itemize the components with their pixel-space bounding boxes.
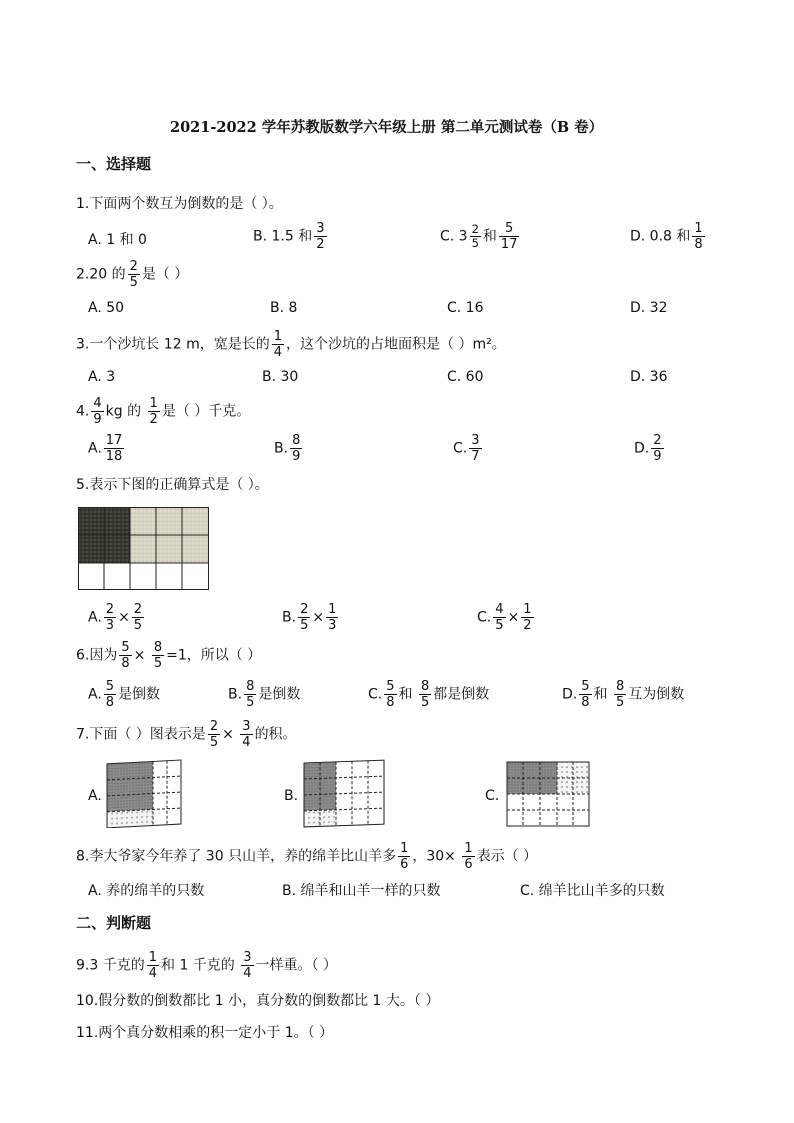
section-heading-choice: 一、选择题 — [76, 155, 152, 173]
q1-option-b: B. 1.5 和 $\frac{3}{2}$ — [253, 221, 325, 252]
q7-figure-c — [505, 760, 591, 830]
q5-option-b: B. $\frac{2}{5}$ × $\frac{1}{3}$ — [282, 602, 337, 633]
q5-grid-figure — [78, 507, 210, 591]
q7-label-c: C. — [485, 788, 500, 804]
q6-option-d: D. $\frac{5}{8}$ 和 $\frac{8}{5}$ 互为倒数 — [562, 679, 685, 710]
q7-label-a: A. — [88, 788, 102, 804]
page-title: 2021-2022 学年苏教版数学六年级上册 第二单元测试卷（B 卷） — [170, 119, 604, 136]
q4-option-d: D. $\frac{2}{9}$ — [634, 433, 662, 464]
q8-option-a: A. 养的绵羊的只数 — [88, 883, 205, 899]
q7-figure-a — [105, 758, 185, 828]
question-9-stem: 9.3 千克的 $\frac{1}{4}$ 和 1 千克的 $\frac{3}{4}$ 一样重。（ ） — [76, 950, 337, 981]
q5-option-a: A. $\frac{2}{3}$ × $\frac{2}{5}$ — [88, 602, 143, 633]
question-7-stem: 7.下面（ ）图表示是 $\frac{2}{5}$ × $\frac{3}{4}$ 的积。 — [76, 719, 297, 750]
q1-option-a: A. 1 和 0 — [88, 232, 147, 248]
q7-figure-b — [302, 758, 388, 828]
q2-option-c: C. 16 — [447, 300, 484, 316]
q1-option-c: C. 3 $\frac{2}{5}$ 和 $\frac{5}{17}$ — [440, 221, 518, 252]
question-8-stem: 8.李大爷家今年养了 30 只山羊，养的绵羊比山羊多 $\frac{1}{6}$ ，30× $\frac{1}{6}$ 表示（ ） — [76, 841, 538, 872]
question-11-stem: 11.两个真分数相乘的积一定小于 1。（ ） — [76, 1025, 334, 1041]
q3-option-d: D. 36 — [630, 369, 668, 385]
q8-option-b: B. 绵羊和山羊一样的只数 — [282, 883, 441, 899]
q3-option-c: C. 60 — [447, 369, 484, 385]
question-3-stem: 3.一个沙坑长 12 m，宽是长的 $\frac{1}{4}$ ，这个沙坑的占地面积是（ ）m²。 — [76, 329, 506, 360]
q6-option-a: A. $\frac{5}{8}$ 是倒数 — [88, 679, 161, 710]
question-1-stem: 1.下面两个数互为倒数的是（ ）。 — [76, 196, 283, 212]
question-4-stem: 4. $\frac{4}{9}$ kg 的 $\frac{1}{2}$ 是（ ）千克。 — [76, 396, 251, 427]
q2-option-b: B. 8 — [270, 300, 298, 316]
section-heading-judgement: 二、判断题 — [76, 914, 152, 932]
q7-label-b: B. — [284, 788, 299, 804]
question-6-stem: 6.因为 $\frac{5}{8}$ × $\frac{8}{5}$ =1，所以（ ） — [76, 640, 262, 671]
q3-option-a: A. 3 — [88, 369, 116, 385]
q2-option-d: D. 32 — [630, 300, 668, 316]
q6-option-b: B. $\frac{8}{5}$ 是倒数 — [228, 679, 301, 710]
q2-option-a: A. 50 — [88, 300, 125, 316]
question-5-stem: 5.表示下图的正确算式是（ ）。 — [76, 477, 269, 493]
q5-option-c: C. $\frac{4}{5}$ × $\frac{1}{2}$ — [477, 602, 532, 633]
question-10-stem: 10.假分数的倒数都比 1 小，真分数的倒数都比 1 大。（ ） — [76, 993, 440, 1009]
q1-option-d: D. 0.8 和 $\frac{1}{8}$ — [630, 221, 703, 252]
q4-option-a: A. $\frac{17}{18}$ — [88, 433, 123, 464]
q4-option-c: C. $\frac{3}{7}$ — [453, 433, 480, 464]
q4-option-b: B. $\frac{8}{9}$ — [274, 433, 301, 464]
q3-option-b: B. 30 — [262, 369, 299, 385]
q6-option-c: C. $\frac{5}{8}$ 和 $\frac{8}{5}$ 都是倒数 — [368, 679, 490, 710]
question-2-stem: 2.20 的 $\frac{2}{5}$ 是（ ） — [76, 259, 189, 290]
q8-option-c: C. 绵羊比山羊多的只数 — [520, 883, 665, 899]
